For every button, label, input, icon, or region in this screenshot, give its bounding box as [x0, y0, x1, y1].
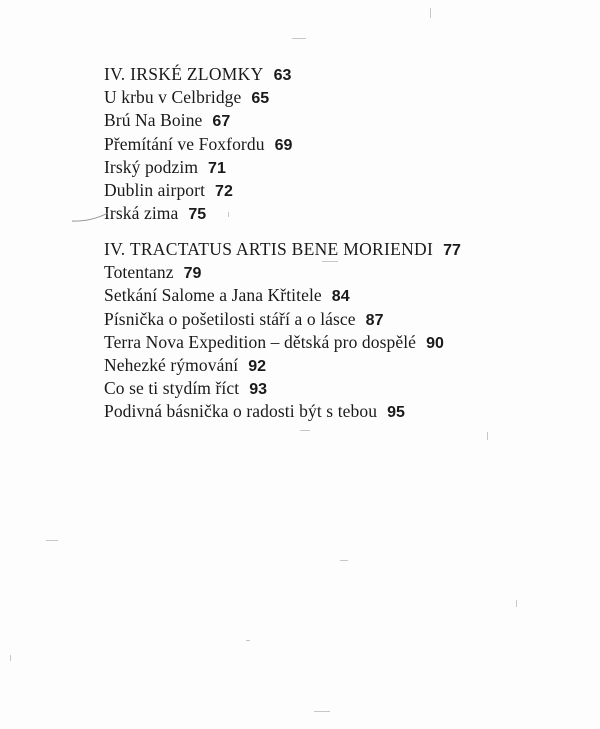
scan-speck	[228, 212, 229, 217]
scan-speck	[340, 560, 348, 561]
scan-speck	[322, 261, 338, 262]
toc-entry	[104, 109, 292, 132]
toc-heading-title: IV. IRSKÉ ZLOMKY	[104, 64, 264, 84]
toc-entry-page: 92	[248, 357, 267, 375]
toc-entry-title: Co se ti stydím říct	[104, 378, 240, 399]
toc-entry	[104, 284, 461, 307]
toc-entry	[104, 354, 461, 377]
scan-speck	[292, 38, 306, 39]
toc-entry-title: Písnička o pošetilosti stáří a o lásce	[104, 308, 356, 329]
toc-entry-page: 79	[183, 265, 202, 283]
toc-entry	[104, 179, 292, 202]
toc-entry	[104, 331, 461, 354]
toc-section-heading	[104, 63, 292, 86]
toc-entry	[104, 377, 461, 400]
toc-entry-page: 84	[331, 288, 350, 306]
toc-entry-page: 71	[208, 159, 226, 177]
toc-entry-title: Setkání Salome a Jana Křtitele	[104, 285, 322, 306]
toc-entry	[104, 133, 292, 156]
toc-section-heading	[104, 238, 461, 261]
toc-entry-title: U krbu v Celbridge	[104, 87, 242, 108]
toc-entry	[104, 400, 461, 423]
toc-entry-page: 87	[365, 311, 384, 329]
toc-entry-title: Dublin airport	[104, 179, 206, 200]
toc-heading-page: 77	[443, 242, 461, 259]
toc-entry-page: 65	[251, 90, 270, 108]
toc-entry	[104, 202, 292, 225]
toc-entry-title: Irský podzim	[104, 156, 199, 177]
toc-entry	[104, 261, 461, 284]
toc-entry	[104, 86, 292, 109]
scan-speck	[430, 8, 431, 18]
scan-speck	[46, 540, 58, 541]
toc-entry-page: 90	[426, 334, 444, 352]
toc-heading-page: 63	[273, 67, 292, 84]
toc-entry-title: Přemítání ve Foxfordu	[104, 133, 265, 154]
toc-entry-page: 72	[215, 182, 233, 200]
toc-section-tractatus	[104, 238, 461, 424]
toc-entry-title: Totentanz	[104, 262, 174, 283]
toc-entry-page: 69	[274, 136, 293, 154]
toc-entry-page: 67	[212, 113, 231, 131]
scan-mark-curve	[70, 210, 110, 224]
scan-speck	[246, 640, 250, 641]
toc-entry	[104, 156, 292, 179]
scan-speck	[516, 600, 517, 607]
toc-entry-title: Nehezké rýmování	[104, 354, 239, 375]
toc-entry-title: Podivná básnička o radosti být s tebou	[104, 401, 378, 422]
scan-speck	[300, 430, 310, 431]
toc-entry-page: 93	[249, 381, 267, 399]
toc-heading-title: IV. TRACTATUS ARTIS BENE MORIENDI	[104, 239, 434, 259]
toc-entry-title: Brú Na Boine	[104, 110, 203, 131]
scan-speck	[314, 711, 330, 712]
toc-section-irske-zlomky	[104, 63, 292, 225]
toc-entry-page: 95	[387, 404, 405, 422]
toc-entry-page: 75	[188, 206, 207, 224]
scan-speck	[487, 432, 488, 440]
toc-entry-title: Terra Nova Expedition – dětská pro dospělé	[104, 331, 417, 352]
scan-speck	[10, 655, 11, 661]
toc-entry	[104, 308, 461, 331]
toc-entry-title: Irská zima	[104, 203, 179, 224]
